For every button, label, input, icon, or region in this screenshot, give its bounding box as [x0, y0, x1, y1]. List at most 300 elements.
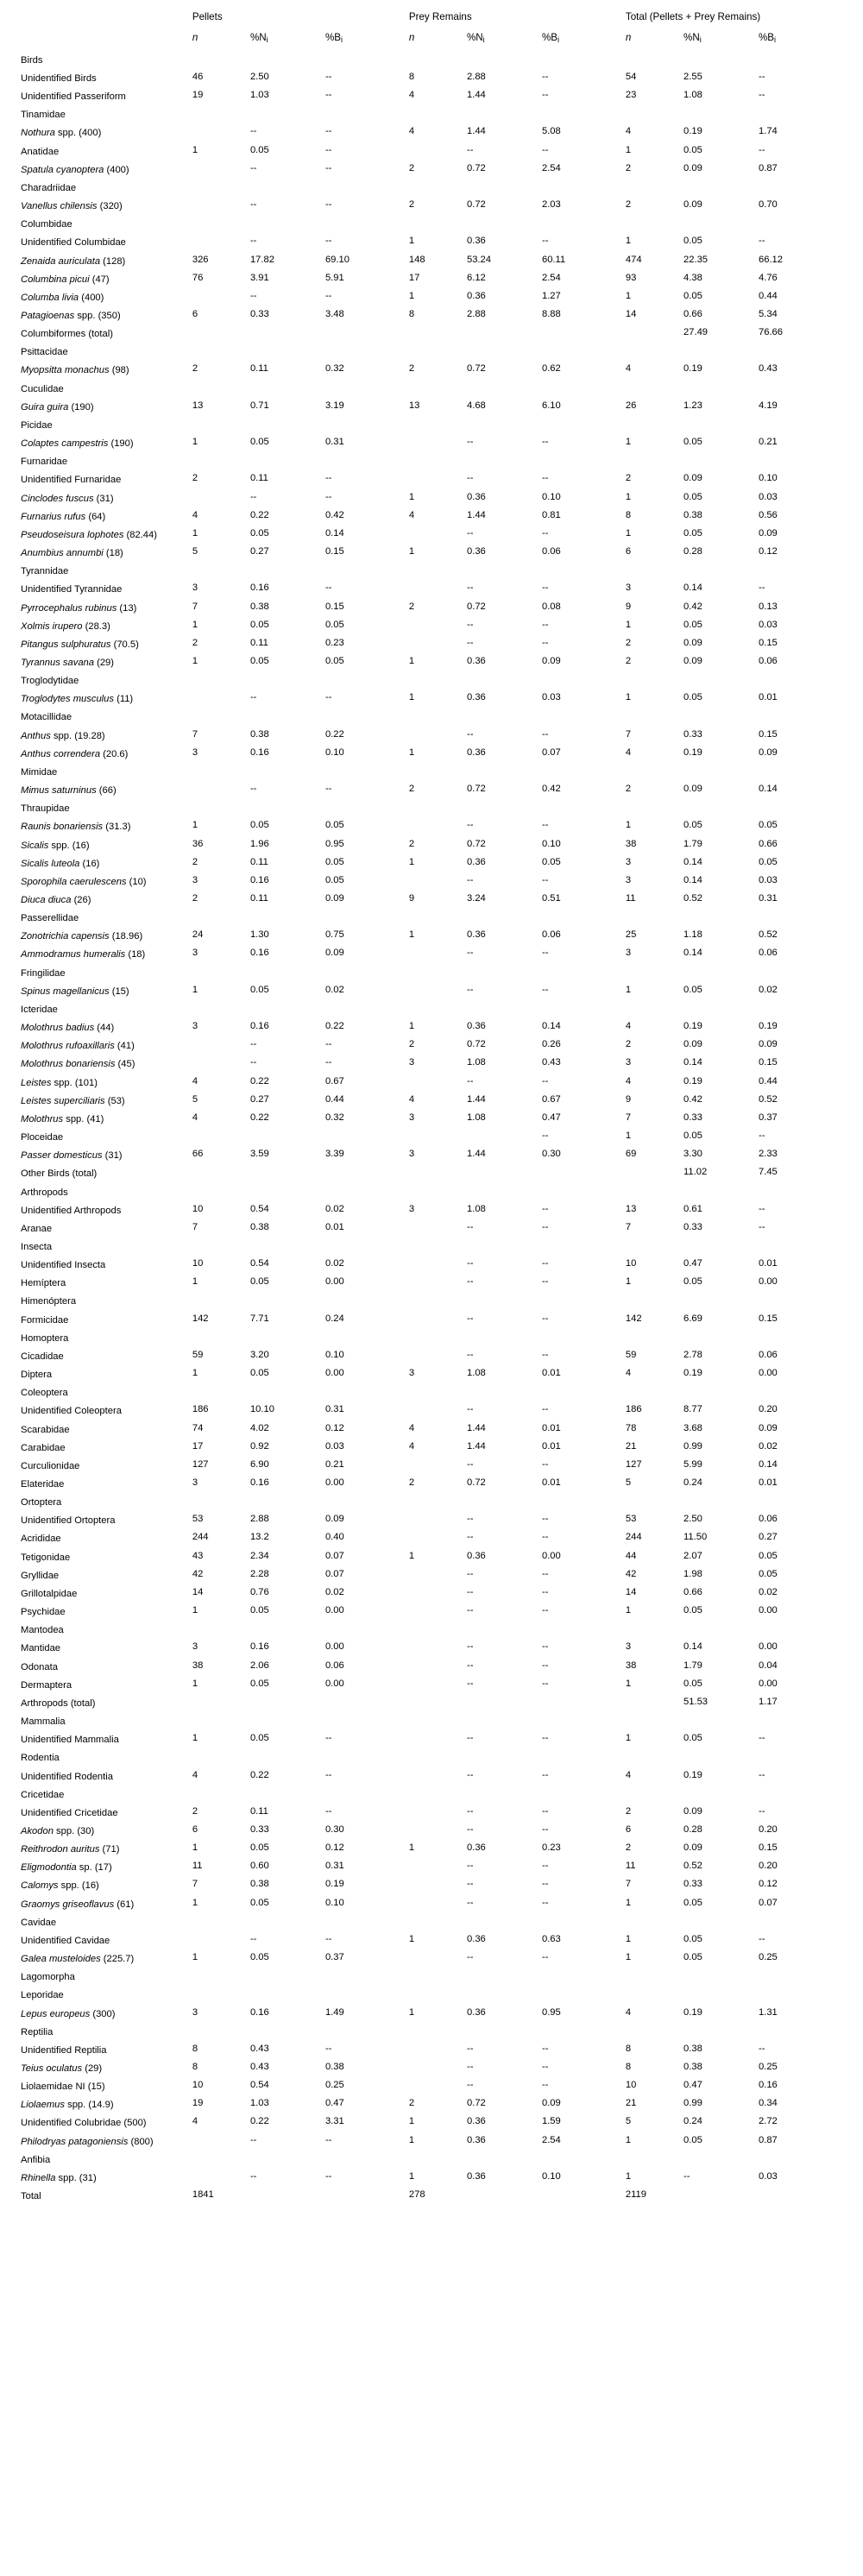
subheader-6: %Bi — [541, 31, 560, 44]
cell-value: 0.00 — [759, 1605, 778, 1616]
cell-value: 2 — [192, 856, 198, 867]
cell-value — [683, 2024, 759, 2042]
cell-value: 0.24 — [683, 1477, 702, 1488]
cell-value — [683, 1001, 759, 1019]
cell-value: 0.52 — [683, 893, 702, 904]
row-taxon-label: Odonata — [21, 1661, 58, 1672]
cell-value — [542, 563, 626, 581]
cell-value: 0.05 — [683, 1276, 702, 1288]
cell-value — [626, 1749, 683, 1767]
cell-value: 10 — [192, 1203, 204, 1214]
cell-value: 2.28 — [249, 1568, 269, 1579]
cell-value — [192, 124, 250, 142]
row-taxon-label: Guira guira (190) — [21, 401, 94, 413]
cell-value: 4 — [625, 1075, 632, 1086]
cell-value: 142 — [192, 1313, 209, 1324]
table-row — [21, 2024, 842, 2042]
cell-value — [325, 800, 409, 818]
row-section-label: Mammalia — [21, 1716, 66, 1728]
row-taxon-label: Troglodytidae — [21, 676, 79, 687]
cell-value: -- — [759, 71, 765, 82]
table-row — [21, 489, 842, 507]
cell-value: -- — [541, 90, 549, 101]
column-group-label: Prey Remains — [408, 11, 472, 22]
cell-value — [683, 1384, 759, 1402]
cell-value: 0.52 — [759, 1093, 778, 1105]
cell-value — [192, 1622, 250, 1640]
cell-value: 4 — [625, 1368, 632, 1379]
cell-value: 7.45 — [759, 1167, 778, 1178]
cell-value: 0.05 — [249, 1368, 269, 1379]
cell-value: -- — [466, 1605, 474, 1616]
cell-value — [409, 709, 467, 727]
cell-value: -- — [466, 1660, 474, 1671]
cell-value: 0.44 — [759, 1075, 778, 1086]
cell-value: 0.36 — [466, 746, 486, 758]
row-taxon-label: Ammodramus humeralis (18) — [21, 949, 146, 960]
cell-value: 9 — [625, 601, 632, 612]
cell-value: 19 — [192, 90, 204, 101]
cell-value: -- — [541, 728, 549, 740]
cell-value: 0.16 — [249, 583, 269, 594]
cell-value — [683, 1183, 759, 1201]
cell-value — [626, 2024, 683, 2042]
cell-value: 0.36 — [466, 2170, 486, 2182]
cell-value — [626, 1001, 683, 1019]
cell-value: 0.02 — [324, 1258, 344, 1269]
cell-value — [325, 417, 409, 435]
cell-value — [409, 106, 467, 124]
cell-value: 2 — [408, 199, 415, 211]
cell-value — [409, 1330, 467, 1348]
cell-value: 1 — [408, 236, 415, 247]
cell-value: 1.59 — [541, 2116, 561, 2127]
table-row — [21, 1804, 842, 1823]
cell-value — [409, 1823, 467, 1841]
cell-value — [250, 764, 325, 782]
cell-value: -- — [541, 1532, 549, 1543]
cell-value — [626, 106, 683, 124]
cell-value: 0.02 — [759, 984, 778, 995]
row-taxon-label: Columbidae — [21, 219, 72, 230]
cell-value — [250, 1183, 325, 1201]
cell-value: 0.42 — [324, 509, 344, 520]
cell-value: -- — [249, 2170, 257, 2182]
cell-value: 1.08 — [466, 1203, 486, 1214]
cell-value: 0.05 — [683, 491, 702, 502]
cell-value: -- — [541, 1203, 549, 1214]
cell-value: -- — [466, 1404, 474, 1415]
cell-value: 1.49 — [324, 2006, 344, 2018]
cell-value — [250, 1330, 325, 1348]
cell-value — [683, 1238, 759, 1257]
table-body — [21, 0, 842, 2208]
row-taxon-label: Spinus magellanicus (15) — [21, 986, 129, 997]
cell-value: 74 — [192, 1422, 204, 1433]
row-taxon-label: Cuculidae — [21, 383, 64, 394]
cell-value: 0.43 — [249, 2043, 269, 2054]
cell-value — [542, 52, 626, 70]
cell-value: 0.09 — [324, 948, 344, 959]
row-taxon-label: Leistes spp. (101) — [21, 1077, 98, 1088]
cell-value: 1 — [625, 2170, 632, 2182]
cell-value: 1 — [625, 144, 632, 155]
cell-value — [325, 180, 409, 198]
cell-value — [542, 2024, 626, 2042]
table-row — [21, 271, 842, 289]
cell-value: 2 — [625, 199, 632, 211]
row-taxon-label: Philodryas patagoniensis (800) — [21, 2136, 154, 2147]
cell-value — [409, 1567, 467, 1585]
cell-value: -- — [466, 1897, 474, 1908]
cell-value — [409, 343, 467, 362]
cell-value: -- — [324, 491, 332, 502]
cell-value: 1 — [408, 692, 415, 703]
cell-value: 0.25 — [759, 2062, 778, 2072]
row-taxon-label: Passerellidae — [21, 913, 79, 924]
cell-value — [250, 1165, 325, 1183]
cell-value: 1 — [625, 619, 632, 630]
cell-value — [759, 1183, 842, 1201]
cell-value: 0.38 — [249, 601, 269, 612]
cell-value: 1.03 — [249, 2098, 269, 2109]
cell-value — [192, 234, 250, 252]
cell-value: 2 — [192, 473, 198, 484]
cell-value: 0.60 — [249, 1861, 269, 1872]
cell-value: -- — [324, 1039, 332, 1050]
cell-value: 11.02 — [683, 1167, 708, 1178]
cell-value: 5 — [625, 2116, 632, 2127]
cell-value: 4.19 — [759, 400, 778, 411]
cell-value: 0.00 — [324, 1678, 344, 1689]
table-row — [21, 1055, 842, 1074]
cell-value: 0.09 — [683, 1039, 702, 1050]
cell-value — [467, 180, 542, 198]
cell-value: 5.34 — [759, 309, 778, 319]
cell-value — [759, 1384, 842, 1402]
cell-value: 1 — [625, 1605, 632, 1616]
cell-value — [626, 672, 683, 690]
cell-value: 10 — [625, 2080, 637, 2091]
cell-value — [467, 417, 542, 435]
cell-value — [325, 563, 409, 581]
cell-value — [192, 1713, 250, 1731]
row-taxon-label: Cinclodes fuscus (31) — [21, 493, 114, 504]
table-row — [21, 1238, 842, 1257]
cell-value: 0.12 — [324, 1842, 344, 1854]
table-row — [21, 1074, 842, 1092]
cell-value: 6 — [192, 1823, 198, 1835]
cell-value: -- — [541, 637, 549, 648]
cell-value — [626, 180, 683, 198]
cell-value — [626, 764, 683, 782]
cell-value: 0.33 — [683, 1112, 702, 1123]
cell-value — [542, 1293, 626, 1311]
cell-value: 1 — [408, 1933, 415, 1944]
cell-value — [409, 1767, 467, 1786]
cell-value — [626, 1330, 683, 1348]
cell-value: 0.56 — [759, 509, 778, 520]
table-row — [21, 2170, 842, 2188]
cell-value — [467, 1494, 542, 1512]
cell-value — [192, 52, 250, 70]
cell-value — [542, 325, 626, 343]
table-row — [21, 1512, 842, 1530]
cell-value: -- — [541, 1678, 549, 1689]
cell-value — [683, 2188, 759, 2206]
cell-value — [626, 1713, 683, 1731]
cell-value — [542, 1238, 626, 1257]
cell-value — [325, 1786, 409, 1804]
cell-value: 2.07 — [683, 1550, 702, 1561]
cell-value: 0.11 — [249, 1805, 268, 1817]
table-row — [21, 800, 842, 818]
cell-value — [759, 672, 842, 690]
cell-value — [192, 1055, 250, 1074]
cell-value: 43 — [192, 1550, 204, 1561]
cell-value — [542, 1001, 626, 1019]
cell-value: -- — [466, 1458, 474, 1470]
cell-value: 0.52 — [683, 1861, 702, 1872]
cell-value: 17.82 — [249, 254, 274, 265]
cell-value: 4 — [625, 746, 632, 758]
cell-value — [409, 617, 467, 635]
table-row — [21, 818, 842, 836]
row-taxon-label: Formicidae — [21, 1314, 69, 1326]
cell-value: 0.95 — [324, 838, 344, 849]
cell-value: 2 — [408, 2098, 415, 2109]
cell-value: 0.20 — [759, 1404, 778, 1415]
row-taxon-label: Rodentia — [21, 1753, 60, 1764]
row-taxon-label: Leporidae — [21, 1990, 64, 2001]
cell-value — [759, 180, 842, 198]
cell-value: 1 — [625, 820, 632, 831]
cell-value: 0.27 — [249, 546, 269, 557]
cell-value — [192, 800, 250, 818]
cell-value: 6.90 — [249, 1458, 269, 1470]
cell-value — [325, 1695, 409, 1713]
cell-value — [542, 343, 626, 362]
table-row — [21, 1695, 842, 1713]
cell-value — [467, 1786, 542, 1804]
cell-value — [192, 1695, 250, 1713]
cell-value — [542, 1695, 626, 1713]
subheader-1: n — [192, 31, 198, 43]
column-group-2 — [409, 2, 626, 26]
cell-value: -- — [466, 1568, 474, 1579]
cell-value: -- — [324, 2134, 332, 2145]
cell-value — [325, 1622, 409, 1640]
cell-value: 3 — [625, 583, 632, 594]
cell-value: -- — [759, 1221, 765, 1232]
cell-value — [409, 1968, 467, 1987]
cell-value: 11.50 — [683, 1532, 708, 1543]
cell-value: 0.05 — [249, 1678, 269, 1689]
table-row — [21, 1603, 842, 1622]
cell-value — [325, 1384, 409, 1402]
cell-value: 0.05 — [759, 1568, 778, 1579]
cell-value — [626, 1786, 683, 1804]
cell-value: 1 — [192, 1842, 198, 1854]
cell-value: 2 — [625, 1805, 632, 1817]
cell-value: 0.03 — [759, 491, 778, 502]
cell-value — [409, 1494, 467, 1512]
cell-value: 1 — [625, 1733, 632, 1744]
cell-value: 1 — [408, 856, 415, 867]
cell-value: 0.10 — [324, 746, 344, 758]
cell-value — [409, 1713, 467, 1731]
cell-value: 0.16 — [759, 2080, 778, 2091]
cell-value: 7.71 — [249, 1313, 269, 1324]
cell-value: 42 — [192, 1568, 204, 1579]
cell-value: 42 — [625, 1568, 637, 1579]
cell-value: 13 — [192, 400, 204, 411]
cell-value — [192, 563, 250, 581]
cell-value: 0.32 — [324, 1112, 344, 1123]
cell-value: -- — [466, 1349, 474, 1360]
cell-value: -- — [324, 1933, 332, 1944]
cell-value — [409, 1950, 467, 1968]
cell-value: 4 — [408, 1093, 415, 1105]
row-taxon-label: Sporophila caerulescens (10) — [21, 876, 147, 887]
cell-value: -- — [466, 984, 474, 995]
cell-value — [192, 1494, 250, 1512]
cell-value: 3.30 — [683, 1149, 702, 1160]
row-taxon-label: Unidentified Arthropods — [21, 1205, 122, 1216]
cell-value: 51.53 — [683, 1696, 709, 1707]
cell-value — [325, 380, 409, 398]
cell-value — [192, 2132, 250, 2151]
cell-value: 4 — [408, 1422, 415, 1433]
cell-value: 2 — [625, 1842, 632, 1854]
cell-value — [250, 106, 325, 124]
cell-value: -- — [324, 692, 332, 703]
cell-value: 8 — [408, 71, 415, 82]
cell-value: -- — [324, 1805, 332, 1817]
cell-value: -- — [466, 1514, 474, 1525]
cell-value: 2 — [408, 601, 415, 612]
cell-value: 3 — [625, 1057, 632, 1068]
cell-value — [409, 471, 467, 489]
table-row — [21, 599, 842, 617]
table-row — [21, 545, 842, 563]
table-row — [21, 1439, 842, 1458]
cell-value: 1.17 — [759, 1696, 778, 1707]
cell-value — [683, 216, 759, 234]
cell-value — [409, 764, 467, 782]
cell-value: 2119 — [625, 2189, 646, 2201]
cell-value: 1.08 — [466, 1368, 486, 1379]
cell-value — [409, 1530, 467, 1548]
cell-value: 0.00 — [324, 1641, 344, 1653]
cell-value: 0.19 — [683, 2006, 702, 2018]
row-taxon-label: Anthus spp. (19.28) — [21, 730, 105, 741]
cell-value: 2.03 — [541, 199, 561, 211]
row-taxon-label: Carabidae — [21, 1442, 66, 1453]
cell-value: 0.00 — [324, 1276, 344, 1288]
cell-value: 0.16 — [249, 1641, 269, 1653]
row-taxon-label: Myopsitta monachus (98) — [21, 365, 129, 376]
cell-value: 0.09 — [683, 473, 702, 484]
table-row — [21, 2042, 842, 2060]
cell-value: 25 — [625, 929, 637, 941]
cell-value: 0.63 — [541, 1933, 561, 1944]
cell-value — [325, 1713, 409, 1731]
cell-value: 3 — [192, 874, 198, 885]
table-row — [21, 399, 842, 417]
cell-value — [683, 1914, 759, 1932]
cell-value: 0.43 — [759, 363, 778, 375]
cell-value — [683, 1293, 759, 1311]
cell-value: 1 — [408, 1021, 415, 1032]
cell-value: 23 — [625, 90, 637, 101]
table-row — [21, 1530, 842, 1548]
cell-value — [325, 1914, 409, 1932]
cell-value: 0.12 — [759, 1879, 778, 1890]
cell-value: 0.28 — [683, 546, 702, 557]
row-taxon-label: Unidentified Coleoptera — [21, 1406, 122, 1417]
cell-value: -- — [466, 619, 474, 630]
table-row — [21, 709, 842, 727]
cell-value — [626, 1622, 683, 1640]
table-row — [21, 1548, 842, 1566]
table-row — [21, 2078, 842, 2096]
cell-value: 0.36 — [466, 856, 486, 867]
row-taxon-label: Fringilidae — [21, 967, 66, 979]
cell-value — [325, 1749, 409, 1767]
table-row — [21, 910, 842, 928]
cell-value — [759, 2151, 842, 2170]
cell-value: -- — [324, 236, 332, 247]
table-row — [21, 1201, 842, 1219]
cell-value: 0.14 — [683, 1641, 702, 1653]
cell-value: 2.33 — [759, 1149, 778, 1160]
cell-value — [467, 343, 542, 362]
column-group-header-row — [21, 2, 842, 26]
table-row — [21, 836, 842, 854]
row-taxon-label: Spatula cyanoptera (400) — [21, 164, 129, 175]
cell-value — [192, 2170, 250, 2188]
cell-value — [325, 1129, 409, 1147]
cell-value: 1 — [192, 1733, 198, 1744]
row-taxon-label: Mimus saturninus (66) — [21, 785, 117, 797]
cell-value: 0.38 — [249, 728, 269, 740]
cell-value: 1.79 — [683, 1660, 702, 1671]
cell-value — [683, 800, 759, 818]
cell-value: 0.02 — [324, 1586, 344, 1597]
cell-value — [683, 709, 759, 727]
cell-value: 0.33 — [249, 309, 269, 319]
cell-value — [542, 180, 626, 198]
row-taxon-label: Picidae — [21, 419, 53, 431]
cell-value — [192, 1238, 250, 1257]
cell-value: 0.01 — [324, 1221, 344, 1232]
cell-value — [467, 106, 542, 124]
cell-value: 0.00 — [324, 1605, 344, 1616]
cell-value: 1 — [408, 655, 415, 666]
cell-value: 0.00 — [541, 1550, 561, 1561]
cell-value — [542, 380, 626, 398]
cell-value: 0.11 — [249, 637, 268, 648]
cell-value: 3 — [408, 1057, 415, 1068]
cell-value: 0.25 — [759, 1952, 778, 1963]
cell-value: -- — [541, 144, 549, 155]
cell-value: 8 — [625, 2043, 632, 2054]
row-taxon-label: Anatidae — [21, 146, 60, 157]
cell-value: 0.01 — [541, 1440, 561, 1452]
cell-value: 0.05 — [683, 619, 702, 630]
cell-value: 1.98 — [683, 1568, 702, 1579]
